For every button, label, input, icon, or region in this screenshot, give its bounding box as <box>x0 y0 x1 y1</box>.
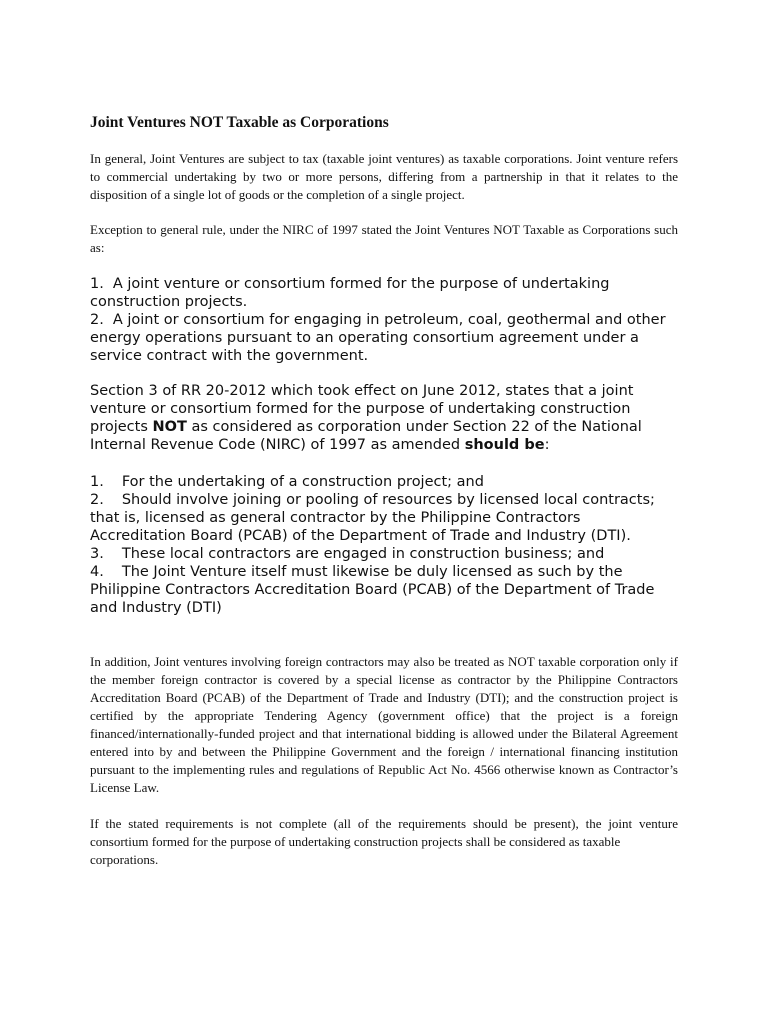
section3-bold-not: NOT <box>152 419 187 435</box>
list-item <box>90 275 678 311</box>
document-title: Joint Ventures NOT Taxable as Corporations <box>90 114 389 131</box>
list-number: 1. <box>90 474 104 490</box>
section3-text: as considered as corporation under Section 22 of the National Internal Revenue Code (NIRC) of 1997 as amended <box>90 419 642 453</box>
list-number: 2. <box>90 312 104 328</box>
list-item <box>90 473 678 491</box>
section3-bold-should-be: should be <box>464 437 545 453</box>
exception-list <box>90 275 678 365</box>
list-text: A joint venture or consortium formed for the purpose of undertaking construction projects. <box>90 276 610 310</box>
intro-paragraph: In general, Joint Ventures are subject to tax (taxable joint ventures) as taxable corporations. Joint venture refers to commercial undertaking by two or more persons, differing from a partnership in that it relates to the disposition of a single lot of goods or the completion of a single project. <box>90 151 678 202</box>
closing-text: If the stated requirements is not complete (all of the requirements should be present), the joint venture consortium formed for the purpose of undertaking construction projects shall be considered as taxable <box>90 816 678 849</box>
section3-paragraph <box>90 382 678 454</box>
list-text: A joint or consortium for engaging in petroleum, coal, geothermal and other energy operations pursuant to an operating consortium agreement under a service contract with the government. <box>90 312 666 364</box>
list-text: The Joint Venture itself must likewise be duly licensed as such by the Philippine Contractors Accreditation Board (PCAB) of the Department of Trade and Industry (DTI) <box>90 564 655 616</box>
section3-text: Section 3 of RR 20-2012 which took effect on June 2012, states that a joint venture or consortium formed for the purpose of undertaking construction projects <box>90 383 634 435</box>
list-text: These local contractors are engaged in construction business; and <box>121 546 605 562</box>
list-item <box>90 491 678 545</box>
list-item <box>90 563 678 617</box>
section3-text: : <box>544 437 550 453</box>
list-item <box>90 311 678 365</box>
list-text: For the undertaking of a construction project; and <box>121 474 484 490</box>
list-text: Should involve joining or pooling of resources by licensed local contracts; that is, licensed as general contractor by the Philippine Contractors Accreditation Board (PCAB) of the Department of Trade and Industry (DTI). <box>90 492 655 544</box>
requirements-list <box>90 473 678 617</box>
list-number: 4. <box>90 564 104 580</box>
list-number: 3. <box>90 546 104 562</box>
addition-paragraph: In addition, Joint ventures involving foreign contractors may also be treated as NOT taxable corporation only if the member foreign contractor is covered by a special license as contractor by the Philippine Contractors Accreditation Board (PCAB) of the Department of Trade and Industry (DTI); and the construction project is certified by the appropriate Tendering Agency (government office) that the project is a foreign financed/internationally-funded project and that international bidding is allowed under the Bilateral Agreement entered into by and between the Philippine Government and the foreign / international financing institution pursuant to the implementing rules and regulations of Republic Act No. 4566 otherwise known as Contractor’s License Law. <box>90 654 678 795</box>
list-number: 1. <box>90 276 104 292</box>
closing-paragraph <box>90 815 678 869</box>
list-number: 2. <box>90 492 104 508</box>
exception-paragraph: Exception to general rule, under the NIRC of 1997 stated the Joint Ventures NOT Taxable as Corporations such as: <box>90 222 678 255</box>
closing-text-end: corporations. <box>90 852 159 867</box>
list-item <box>90 545 678 563</box>
